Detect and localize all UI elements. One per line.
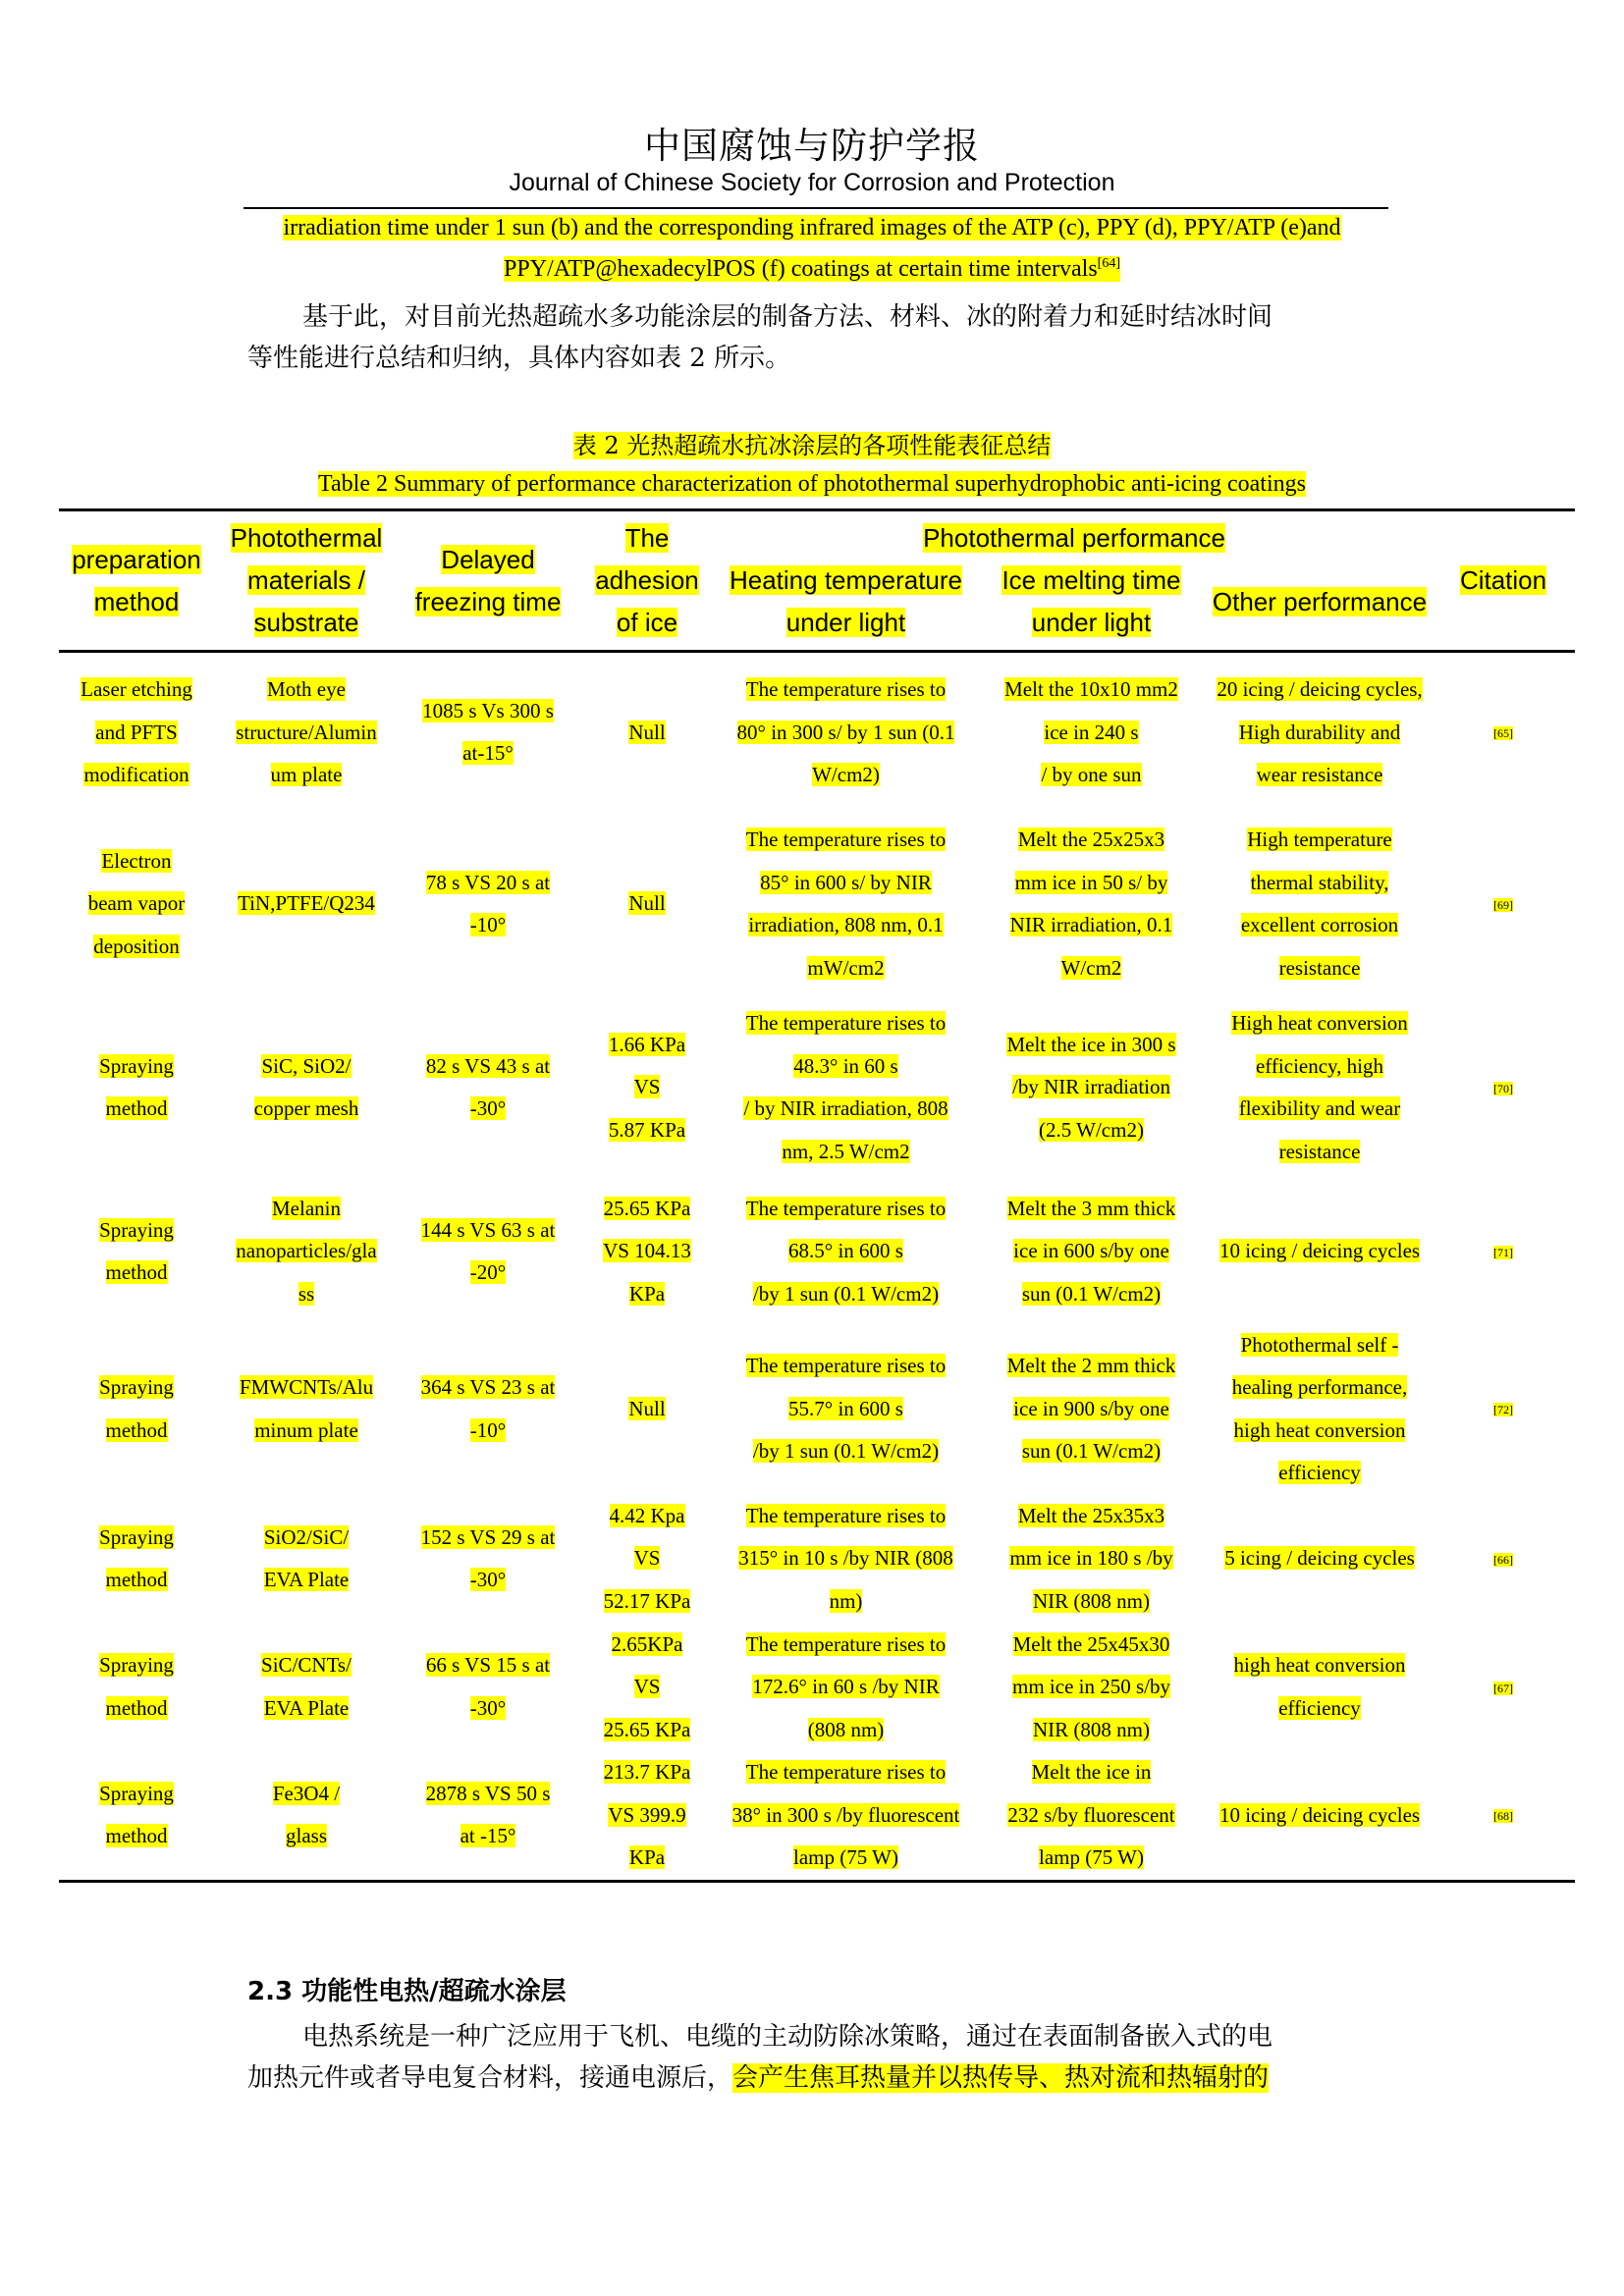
figure-caption-line2: PPY/ATP@hexadecylPOS (f) coatings at certain time intervals[64] xyxy=(504,256,1120,282)
cell-method: Spraying method xyxy=(99,1053,174,1120)
figure-caption-line1: irradiation time under 1 sun (b) and the corresponding infrared images of the ATP (c), PPY (d), PPY/ATP (e)and xyxy=(283,215,1341,240)
cell-heating-temperature: The temperature rises to 85° in 600 s/ by NIR irradiation, 808 nm, 0.1 mW/cm2 xyxy=(745,828,947,980)
header-rule xyxy=(244,207,1388,209)
table-row xyxy=(59,1180,1575,1324)
table-row xyxy=(59,652,1575,813)
table-row xyxy=(59,1751,1575,1881)
cell-other-performance: high heat conversion efficiency xyxy=(1233,1653,1406,1720)
cell-method: Spraying method xyxy=(99,1653,174,1720)
cell-material: Melanin nanoparticles/gla ss xyxy=(236,1196,377,1306)
cell-method: Laser etching and PFTS modification xyxy=(81,677,192,786)
cell-ice-melting: Melt the 2 mm thick ice in 900 s/by one sun (0.1 W/cm2) xyxy=(1006,1354,1176,1464)
cell-citation: [69] xyxy=(1493,897,1514,912)
cell-material: TiN,PTFE/Q234 xyxy=(238,891,375,916)
header-citation: Citation xyxy=(1432,510,1575,652)
table-title-en: Table 2 Summary of performance characterization of photothermal superhydrophobic anti-icing coatings xyxy=(318,471,1306,497)
cell-method: Spraying method xyxy=(99,1524,174,1591)
cell-ice-melting: Melt the 25x25x3 mm ice in 50 s/ by NIR irradiation, 0.1 W/cm2 xyxy=(1009,828,1173,980)
cell-heating-temperature: The temperature rises to 68.5° in 600 s /by 1 sun (0.1 W/cm2) xyxy=(745,1196,947,1306)
header-photothermal-materials: Photothermal materials / substrate xyxy=(214,510,399,652)
cell-citation: [68] xyxy=(1432,1751,1575,1881)
cell-material: Moth eye structure/Alumin um plate xyxy=(236,677,377,786)
cell-heating-temperature: The temperature rises to 55.7° in 600 s /by 1 sun (0.1 W/cm2) xyxy=(745,1354,947,1464)
cell-delayed-freezing: 66 s VS 15 s at -30° xyxy=(425,1653,551,1720)
performance-summary-table xyxy=(59,508,1575,1883)
cell-ice-adhesion: Null xyxy=(628,720,666,744)
cell-material: SiC/CNTs/ EVA Plate xyxy=(261,1653,352,1720)
cell-ice-melting: Melt the 25x45x30 mm ice in 250 s/by NIR (808 nm) xyxy=(1012,1631,1170,1741)
cell-citation: [66] xyxy=(1493,1552,1514,1567)
cell-ice-melting: Melt the ice in 300 s /by NIR irradiation (2.5 W/cm2) xyxy=(1006,1032,1176,1142)
section-paragraph: 电热系统是一种广泛应用于飞机、电缆的主动防除冰策略，通过在表面制备嵌入式的电 加热元件或者导电复合材料，接通电源后，会产生焦耳热量并以热传导、热对流和热辐射的 xyxy=(247,2022,1273,2093)
cell-ice-adhesion: 2.65KPa VS 25.65 KPa xyxy=(603,1631,691,1741)
header-photothermal-performance: Photothermal performance xyxy=(717,510,1432,561)
cell-ice-adhesion: 25.65 KPa VS 104.13 KPa xyxy=(603,1196,691,1306)
header-ice-adhesion: The adhesion of ice xyxy=(577,510,717,652)
cell-ice-adhesion: 213.7 KPa VS 399.9 KPa xyxy=(577,1751,717,1881)
header-other-performance: Other performance xyxy=(1208,560,1432,652)
table-row xyxy=(59,1624,1575,1752)
cell-material: FMWCNTs/Alu minum plate xyxy=(239,1375,374,1442)
cell-other-performance: High heat conversion efficiency, high flexibility and wear resistance xyxy=(1231,1011,1408,1163)
cell-ice-adhesion: Null xyxy=(628,891,666,916)
cell-delayed-freezing: 82 s VS 43 s at -30° xyxy=(425,1053,551,1120)
table-row xyxy=(59,996,1575,1180)
cell-delayed-freezing: 152 s VS 29 s at -30° xyxy=(420,1524,556,1591)
cell-ice-melting: Melt the 3 mm thick ice in 600 s/by one sun (0.1 W/cm2) xyxy=(1006,1196,1176,1306)
cell-method: Spraying method xyxy=(59,1751,214,1881)
cell-heating-temperature: The temperature rises to 80° in 300 s/ by 1 sun (0.1 W/cm2) xyxy=(736,677,955,786)
cell-heating-temperature: The temperature rises to 38° in 300 s /by fluorescent lamp (75 W) xyxy=(717,1751,975,1881)
cell-other-performance: 5 icing / deicing cycles xyxy=(1224,1546,1415,1571)
cell-other-performance: 20 icing / deicing cycles, High durability and wear resistance xyxy=(1217,677,1423,786)
cell-other-performance: High temperature thermal stability, excellent corrosion resistance xyxy=(1240,828,1399,980)
cell-citation: [67] xyxy=(1493,1681,1514,1695)
table-row xyxy=(59,813,1575,996)
cell-material: Fe3O4 / glass xyxy=(214,1751,399,1881)
table-row xyxy=(59,1324,1575,1495)
cell-heating-temperature: The temperature rises to 315° in 10 s /by NIR (808 nm) xyxy=(738,1503,953,1613)
cell-ice-melting: Melt the 10x10 mm2 ice in 240 s / by one sun xyxy=(1004,677,1178,786)
cell-heating-temperature: The temperature rises to 172.6° in 60 s /by NIR (808 nm) xyxy=(745,1631,947,1741)
cell-ice-melting: Melt the ice in 232 s/by fluorescent lamp (75 W) xyxy=(975,1751,1208,1881)
journal-title-cn: 中国腐蚀与防护学报 xyxy=(644,125,980,167)
journal-title-en: Journal of Chinese Society for Corrosion and Protection xyxy=(509,169,1115,196)
caption-citation: [64] xyxy=(1097,256,1120,271)
table-body xyxy=(59,652,1575,1882)
header-delayed-freezing: Delayed freezing time xyxy=(399,510,577,652)
cell-citation: [65] xyxy=(1493,726,1514,740)
cell-method: Spraying method xyxy=(99,1217,174,1284)
cell-other-performance: 10 icing / deicing cycles xyxy=(1218,1239,1421,1263)
intro-paragraph: 基于此，对目前光热超疏水多功能涂层的制备方法、材料、冰的附着力和延时结冰时间 等性能进行总结和归纳，具体内容如表 2 所示。 xyxy=(247,302,1273,373)
cell-ice-adhesion: Null xyxy=(628,1396,666,1420)
cell-other-performance: Photothermal self - healing performance, high heat conversion efficiency xyxy=(1231,1332,1408,1484)
cell-delayed-freezing: 1085 s Vs 300 s at-15° xyxy=(422,698,554,766)
header-ice-melting-time: Ice melting time under light xyxy=(975,560,1208,652)
cell-delayed-freezing: 144 s VS 63 s at -20° xyxy=(420,1217,556,1284)
header-heating-temperature: Heating temperature under light xyxy=(717,560,975,652)
cell-ice-adhesion: 1.66 KPa VS 5.87 KPa xyxy=(608,1032,686,1142)
cell-delayed-freezing: 78 s VS 20 s at -10° xyxy=(425,870,551,936)
cell-other-performance: 10 icing / deicing cycles xyxy=(1208,1751,1432,1881)
cell-method: Electron beam vapor deposition xyxy=(87,848,186,958)
cell-citation: [70] xyxy=(1493,1081,1514,1095)
cell-material: SiO2/SiC/ EVA Plate xyxy=(263,1524,350,1591)
cell-citation: [72] xyxy=(1493,1403,1514,1417)
cell-method: Spraying method xyxy=(99,1375,174,1442)
cell-citation: [71] xyxy=(1493,1245,1514,1259)
table-title-cn: 表 2 光热超疏水抗冰涂层的各项性能表征总结 xyxy=(572,432,1052,459)
section-heading: 2.3 功能性电热/超疏水涂层 xyxy=(247,1977,567,2006)
table-row xyxy=(59,1495,1575,1624)
header-preparation-method: preparation method xyxy=(59,510,214,652)
cell-delayed-freezing: 2878 s VS 50 s at -15° xyxy=(399,1751,577,1881)
cell-heating-temperature: The temperature rises to 48.3° in 60 s / by NIR irradiation, 808 nm, 2.5 W/cm2 xyxy=(743,1011,948,1163)
cell-ice-adhesion: 4.42 Kpa VS 52.17 KPa xyxy=(603,1503,691,1613)
cell-material: SiC, SiO2/ copper mesh xyxy=(253,1053,359,1120)
cell-delayed-freezing: 364 s VS 23 s at -10° xyxy=(420,1375,556,1442)
cell-ice-melting: Melt the 25x35x3 mm ice in 180 s /by NIR (808 nm) xyxy=(1009,1503,1173,1613)
